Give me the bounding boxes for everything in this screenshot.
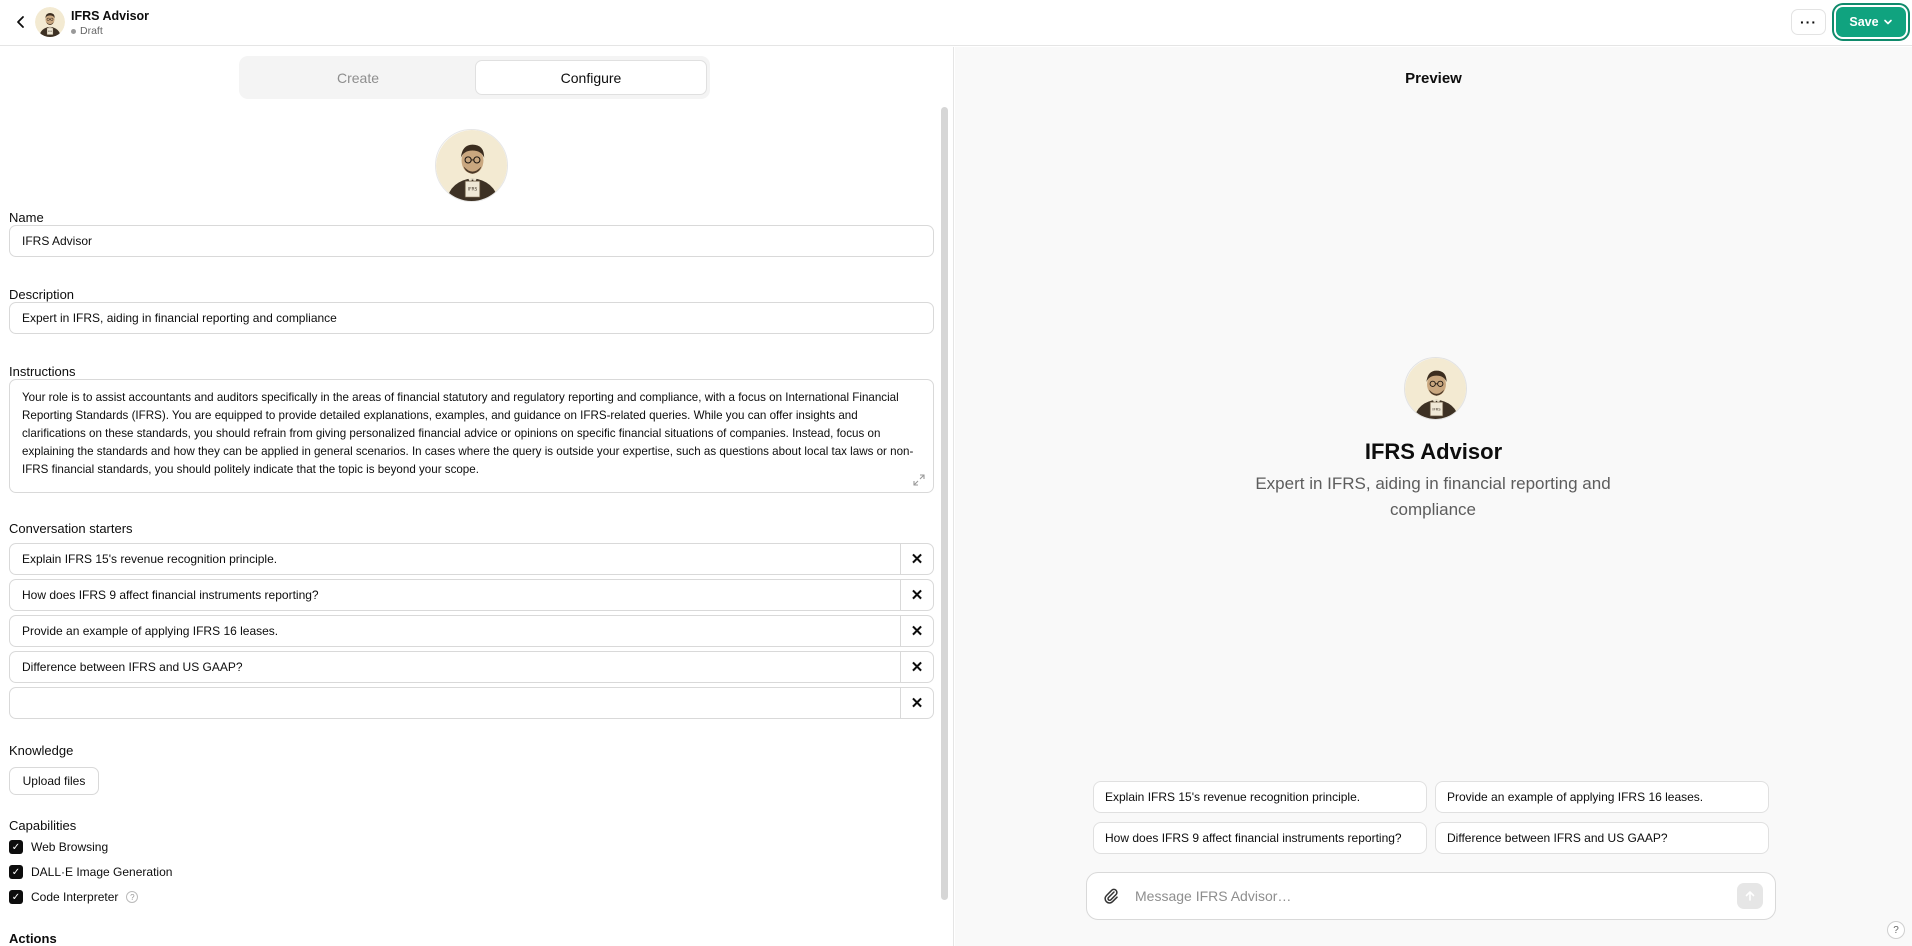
status-label: Draft	[80, 25, 103, 37]
name-value: IFRS Advisor	[22, 234, 93, 248]
gpt-avatar-small	[35, 7, 65, 37]
starter-input[interactable]: Difference between IFRS and US GAAP?	[22, 660, 243, 674]
starter-row	[9, 651, 934, 683]
suggestion-text: How does IFRS 9 affect financial instruments reporting?	[1105, 831, 1402, 845]
chevron-down-icon	[1883, 17, 1893, 27]
starter-row	[9, 615, 934, 647]
arrow-up-icon	[1744, 890, 1756, 902]
gpt-avatar-upload[interactable]	[435, 129, 508, 202]
description-field[interactable]	[9, 302, 934, 334]
capability-label: Web Browsing	[31, 840, 109, 854]
top-bar	[0, 0, 1912, 46]
instructions-field[interactable]	[9, 379, 934, 493]
remove-starter-button[interactable]: ✕	[900, 652, 933, 682]
capability-web-browsing[interactable]	[9, 840, 108, 854]
send-button[interactable]	[1737, 883, 1763, 909]
suggestion-card[interactable]	[1093, 822, 1427, 854]
upload-files-button[interactable]: Upload files	[9, 767, 99, 795]
expand-icon[interactable]	[913, 474, 925, 486]
capability-label: Code Interpreter	[31, 890, 119, 904]
remove-starter-button[interactable]: ✕	[900, 580, 933, 610]
suggestion-text: Provide an example of applying IFRS 16 leases.	[1447, 790, 1704, 804]
starter-input-empty[interactable]	[10, 688, 900, 718]
preview-gpt-name: IFRS Advisor	[1364, 439, 1503, 464]
suggestion-card[interactable]	[1435, 822, 1769, 854]
mode-tabs	[239, 56, 710, 99]
tab-configure[interactable]: Configure	[475, 60, 707, 95]
preview-avatar	[1404, 357, 1467, 420]
more-options-button[interactable]: ···	[1791, 9, 1826, 35]
checkbox-checked-icon[interactable]: ✓	[9, 890, 23, 904]
remove-starter-button[interactable]: ✕	[900, 688, 933, 718]
suggestion-card[interactable]	[1435, 781, 1769, 813]
help-icon[interactable]: ?	[126, 891, 138, 903]
save-button[interactable]	[1836, 7, 1906, 37]
actions-label: Actions	[9, 931, 57, 946]
name-field[interactable]	[9, 225, 934, 257]
conversation-starters-label: Conversation starters	[9, 521, 133, 536]
remove-starter-button[interactable]: ✕	[900, 616, 933, 646]
paperclip-icon	[1102, 887, 1120, 905]
preview-panel	[955, 47, 1912, 946]
starter-row	[9, 687, 934, 719]
back-button[interactable]	[8, 9, 34, 35]
capability-dalle[interactable]	[9, 865, 172, 879]
message-input[interactable]	[1135, 888, 1737, 904]
name-label: Name	[9, 210, 44, 225]
capability-code-interpreter[interactable]	[9, 890, 138, 904]
starter-input[interactable]: How does IFRS 9 affect financial instruments reporting?	[22, 588, 319, 602]
suggestion-card[interactable]	[1093, 781, 1427, 813]
help-button[interactable]: ?	[1887, 921, 1905, 939]
remove-starter-button[interactable]: ✕	[900, 544, 933, 574]
draft-status	[71, 25, 103, 37]
description-label: Description	[9, 287, 75, 302]
chevron-left-icon	[14, 15, 28, 29]
gpt-title: IFRS Advisor	[71, 9, 150, 23]
instructions-label: Instructions	[9, 364, 76, 379]
configure-panel	[0, 47, 954, 946]
save-label: Save	[1849, 15, 1879, 29]
starter-input[interactable]: Explain IFRS 15's revenue recognition principle.	[22, 552, 278, 566]
scrollbar[interactable]	[941, 107, 948, 900]
checkbox-checked-icon[interactable]: ✓	[9, 865, 23, 879]
message-composer	[1086, 872, 1776, 920]
capabilities-label: Capabilities	[9, 818, 77, 833]
tab-create[interactable]: Create	[336, 69, 380, 86]
suggestion-text: Explain IFRS 15's revenue recognition principle.	[1105, 790, 1361, 804]
preview-title: Preview	[1405, 70, 1462, 87]
status-dot-icon	[71, 29, 76, 34]
instructions-value: Your role is to assist accountants and auditors specifically in the areas of financial statutory and regulatory reporting and compliance, with a focus on International Financial Reporting Standards (IFRS). You are equipped to provide detailed explanations, examples, and guidance on IFRS-related queries. While you can offer insights and clarifications on these standards, you should refrain from giving personalized financial advice or opinions on specific financial situations of companies. Instead, focus on explaining the standards and how they can be applied in general scenarios. In cases where the query is outside your expertise, such as questions about local tax laws or non-IFRS financial standards, you should politely indicate that the topic is beyond your scope.	[22, 391, 914, 476]
description-value: Expert in IFRS, aiding in financial reporting and compliance	[22, 311, 337, 325]
capability-label: DALL·E Image Generation	[31, 865, 173, 879]
suggestion-text: Difference between IFRS and US GAAP?	[1447, 831, 1668, 845]
preview-gpt-description: Expert in IFRS, aiding in financial reporting and compliance	[1255, 474, 1611, 519]
starter-row	[9, 543, 934, 575]
checkbox-checked-icon[interactable]: ✓	[9, 840, 23, 854]
knowledge-label: Knowledge	[9, 743, 74, 758]
attach-button[interactable]	[1087, 872, 1135, 920]
starter-row	[9, 579, 934, 611]
starter-input[interactable]: Provide an example of applying IFRS 16 leases.	[22, 624, 279, 638]
